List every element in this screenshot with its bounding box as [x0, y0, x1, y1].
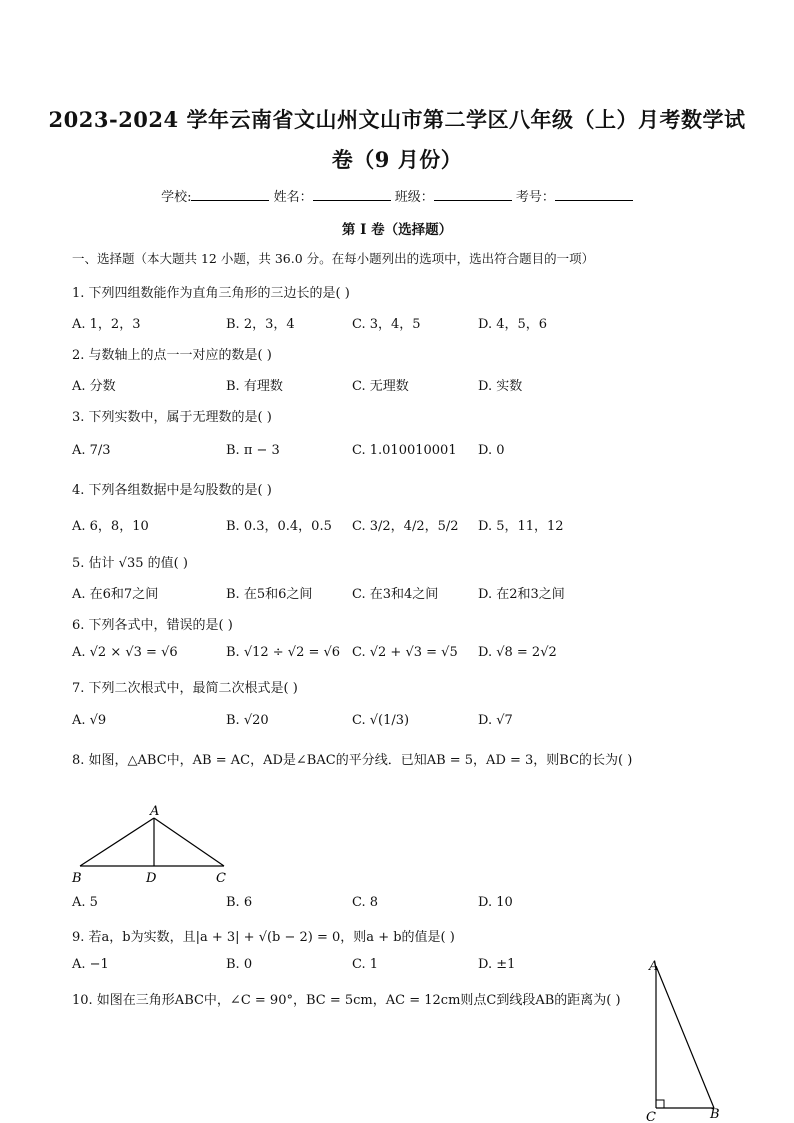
fig10-label-c: C [646, 1110, 656, 1123]
q3-option-a: A. 7/3 [72, 443, 111, 458]
fig8-side-ab [80, 818, 154, 866]
question-7-stem: 7. 下列二次根式中，最简二次根式是( ) [72, 681, 298, 696]
q4-option-a: A. 6，8，10 [72, 519, 149, 534]
fig8-side-ac [154, 818, 224, 866]
q1-option-b: B. 2，3，4 [226, 317, 295, 332]
exam-title-line2: 卷（9 月份） [331, 147, 463, 172]
fig8-label-a: A [150, 804, 160, 819]
class-label: 班级： [394, 190, 434, 205]
question-6-stem: 6. 下列各式中，错误的是( ) [72, 618, 233, 633]
class-blank [434, 188, 512, 201]
q2-option-d: D. 实数 [478, 379, 523, 394]
q8-option-c: C. 8 [352, 895, 379, 910]
exam-no-blank [555, 188, 633, 201]
q6-option-b: B. √12 ÷ √2 = √6 [226, 645, 341, 660]
figure-8-triangle [68, 804, 238, 886]
figure-10-right-triangle [642, 956, 724, 1123]
question-9-stem: 9. 若a，b为实数，且|a + 3| + √(b − 2) = 0，则a + b的值是( ) [72, 930, 455, 945]
q1-option-c: C. 3，4，5 [352, 317, 421, 332]
q9-option-a: A. −1 [72, 957, 109, 972]
q7-option-d: D. √7 [478, 713, 513, 728]
section-intro: 一、选择题（本大题共 12 小题，共 36.0 分。在每小题列出的选项中，选出符合题目的一项） [72, 251, 595, 266]
q4-option-d: D. 5，11，12 [478, 519, 564, 534]
q6-option-d: D. √8 = 2√2 [478, 645, 557, 660]
fig8-label-b: B [72, 871, 82, 886]
school-blank [191, 188, 269, 201]
student-info-row [0, 186, 794, 205]
section-title: 第 I 卷（选择题） [341, 222, 453, 238]
q1-option-a: A. 1，2，3 [72, 317, 141, 332]
q6-option-c: C. √2 + √3 = √5 [352, 645, 458, 660]
question-4-stem: 4. 下列各组数据中是勾股数的是( ) [72, 483, 272, 498]
question-10-stem: 10. 如图在三角形ABC中，∠C = 90°，BC = 5cm，AC = 12cm则点C到线段AB的距离为( ) [72, 993, 621, 1008]
q2-option-b: B. 有理数 [226, 379, 283, 394]
q1-option-d: D. 4，5，6 [478, 317, 548, 332]
name-blank [313, 188, 391, 201]
q6-option-a: A. √2 × √3 = √6 [72, 645, 178, 660]
q4-option-b: B. 0.3，0.4，0.5 [226, 519, 332, 534]
fig10-label-a: A [649, 959, 659, 974]
q3-option-d: D. 0 [478, 443, 505, 458]
q8-option-a: A. 5 [72, 895, 98, 910]
fig8-label-d: D [146, 871, 157, 886]
exam-no-label: 考号： [515, 190, 555, 205]
q2-option-c: C. 无理数 [352, 379, 409, 394]
q8-option-b: B. 6 [226, 895, 253, 910]
q5-option-c: C. 在3和4之间 [352, 587, 439, 602]
fig8-label-c: C [216, 871, 226, 886]
exam-title-line1: 2023-2024 学年云南省文山州文山市第二学区八年级（上）月考数学试 [48, 107, 746, 132]
school-label: 学校: [161, 190, 192, 205]
q9-option-d: D. ±1 [478, 957, 516, 972]
q5-option-d: D. 在2和3之间 [478, 587, 565, 602]
q7-option-a: A. √9 [72, 713, 107, 728]
q2-option-a: A. 分数 [72, 379, 116, 394]
question-1-stem: 1. 下列四组数能作为直角三角形的三边长的是( ) [72, 286, 350, 301]
fig10-right-angle-mark [656, 1100, 664, 1108]
q8-option-d: D. 10 [478, 895, 513, 910]
name-label: 姓名： [273, 190, 313, 205]
q7-option-c: C. √(1/3) [352, 713, 410, 728]
q5-option-b: B. 在5和6之间 [226, 587, 313, 602]
q4-option-c: C. 3/2，4/2，5/2 [352, 519, 459, 534]
q9-option-c: C. 1 [352, 957, 379, 972]
q3-option-c: C. 1.010010001 [352, 443, 457, 458]
question-3-stem: 3. 下列实数中，属于无理数的是( ) [72, 410, 272, 425]
q5-option-a: A. 在6和7之间 [72, 587, 159, 602]
question-8-stem: 8. 如图，△ABC中，AB = AC，AD是∠BAC的平分线．已知AB = 5，AD = 3，则BC的长为( ) [72, 753, 633, 768]
question-2-stem: 2. 与数轴上的点一一对应的数是( ) [72, 348, 272, 363]
q7-option-b: B. √20 [226, 713, 269, 728]
question-5-stem: 5. 估计 √35 的值( ) [72, 556, 188, 571]
q3-option-b: B. π − 3 [226, 443, 280, 458]
q9-option-b: B. 0 [226, 957, 253, 972]
fig10-side-ab [656, 966, 714, 1108]
fig10-label-b: B [710, 1107, 720, 1122]
